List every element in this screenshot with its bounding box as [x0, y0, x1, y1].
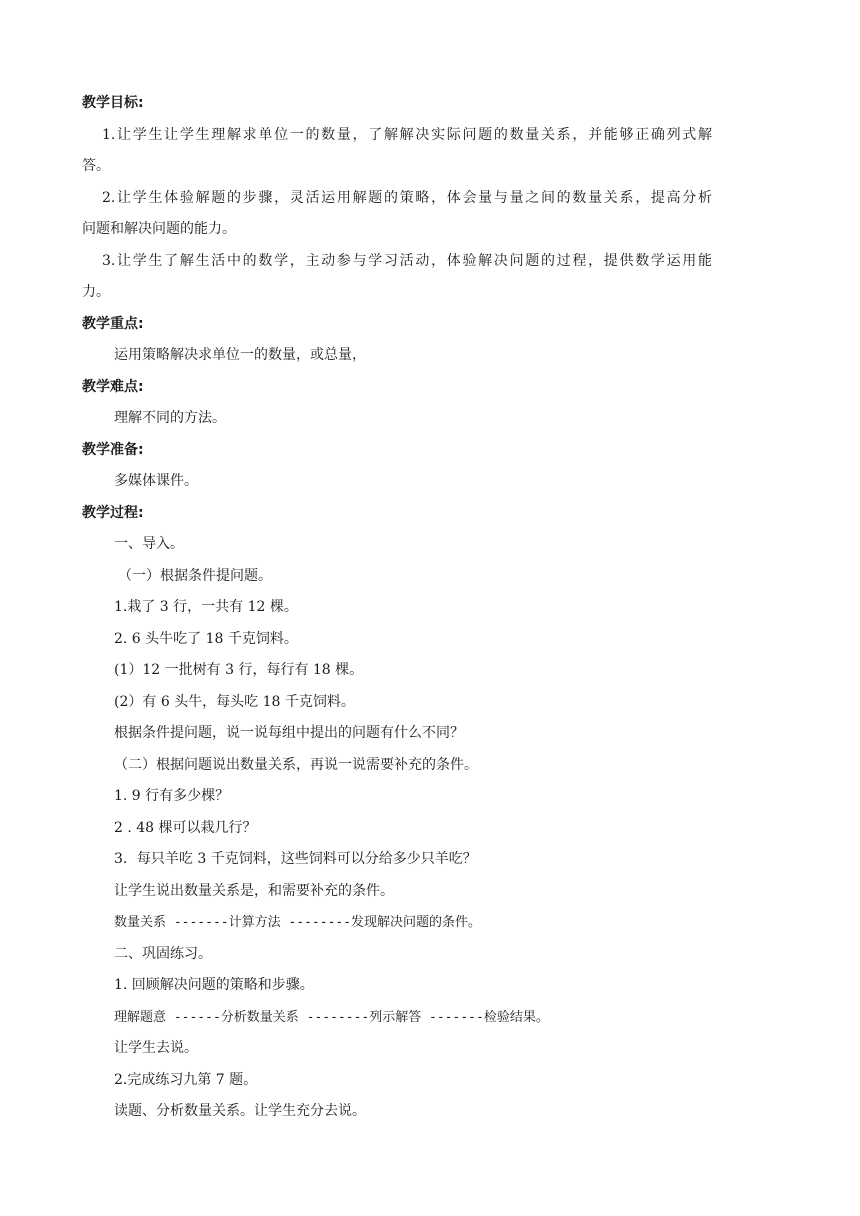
process-line: 2 . 48 棵可以栽几行？: [114, 819, 257, 836]
objective-3-line-2: 力。: [82, 284, 110, 300]
process-line: 根据条件提问题，说一说每组中提出的问题有什么不同？: [114, 725, 464, 741]
process-line: 读题、分析数量关系。让学生充分去说。: [114, 1103, 366, 1119]
lesson-plan-body: [82, 88, 712, 1128]
process-heading: 教学过程:: [82, 504, 144, 521]
objectives-heading: 教学目标:: [82, 95, 144, 111]
process-line: 让学生去说。: [114, 1040, 198, 1056]
process-line: 2. 6 头牛吃了 18 千克饲料。: [114, 630, 298, 647]
objective-3-line-1: 3.让学生了解生活中的数学，主动参与学习活动，体验解决问题的过程，提供数学运用能: [102, 252, 712, 269]
process-line: 一、导入。: [114, 536, 184, 552]
objective-2-line-1: 2.让学生体验解题的步骤，灵活运用解题的策略，体会量与量之间的数量关系，提高分析: [102, 189, 712, 206]
process-line: 让学生说出数量关系是，和需要补充的条件。: [114, 882, 394, 899]
objective-1-line-2: 答。: [82, 158, 110, 174]
key-point-text: 运用策略解决求单位一的数量，或总量，: [114, 347, 366, 363]
process-line: （一）根据条件提问题。: [118, 567, 272, 584]
objective-2-line-2: 问题和解决问题的能力。: [82, 221, 236, 237]
difficulty-text: 理解不同的方法。: [114, 410, 226, 426]
process-line: 1. 9 行有多少棵？: [114, 788, 230, 804]
objective-1-line-1: 1.让学生让学生理解求单位一的数量，了解解决实际问题的数量关系，并能够正确列式解: [102, 126, 712, 143]
preparation-heading: 教学准备:: [82, 441, 144, 458]
process-line: 数量关系 -------计算方法 --------发现解决问题的条件。: [114, 915, 482, 930]
process-line: 3．每只羊吃 3 千克饲料，这些饲料可以分给多少只羊吃？: [114, 851, 477, 867]
preparation-text: 多媒体课件。: [114, 473, 198, 489]
process-line: 二、巩固练习。: [114, 945, 212, 962]
process-line: （二）根据问题说出数量关系，再说一说需要补充的条件。: [114, 756, 478, 773]
process-line: 理解题意 ------分析数量关系 --------列示解答 -------检验结果。: [114, 1009, 549, 1025]
process-line: 2.完成练习九第 7 题。: [114, 1071, 258, 1088]
difficulty-heading: 教学难点:: [82, 378, 144, 395]
process-line: 1.栽了 3 行，一共有 12 棵。: [114, 599, 298, 615]
process-line: 1. 回顾解决问题的策略和步骤。: [114, 977, 314, 993]
process-line: (1）12 一批树有 3 行，每行有 18 棵。: [114, 662, 364, 678]
process-line: (2）有 6 头牛，每头吃 18 千克饲料。: [114, 693, 355, 710]
key-point-heading: 教学重点:: [82, 315, 144, 332]
